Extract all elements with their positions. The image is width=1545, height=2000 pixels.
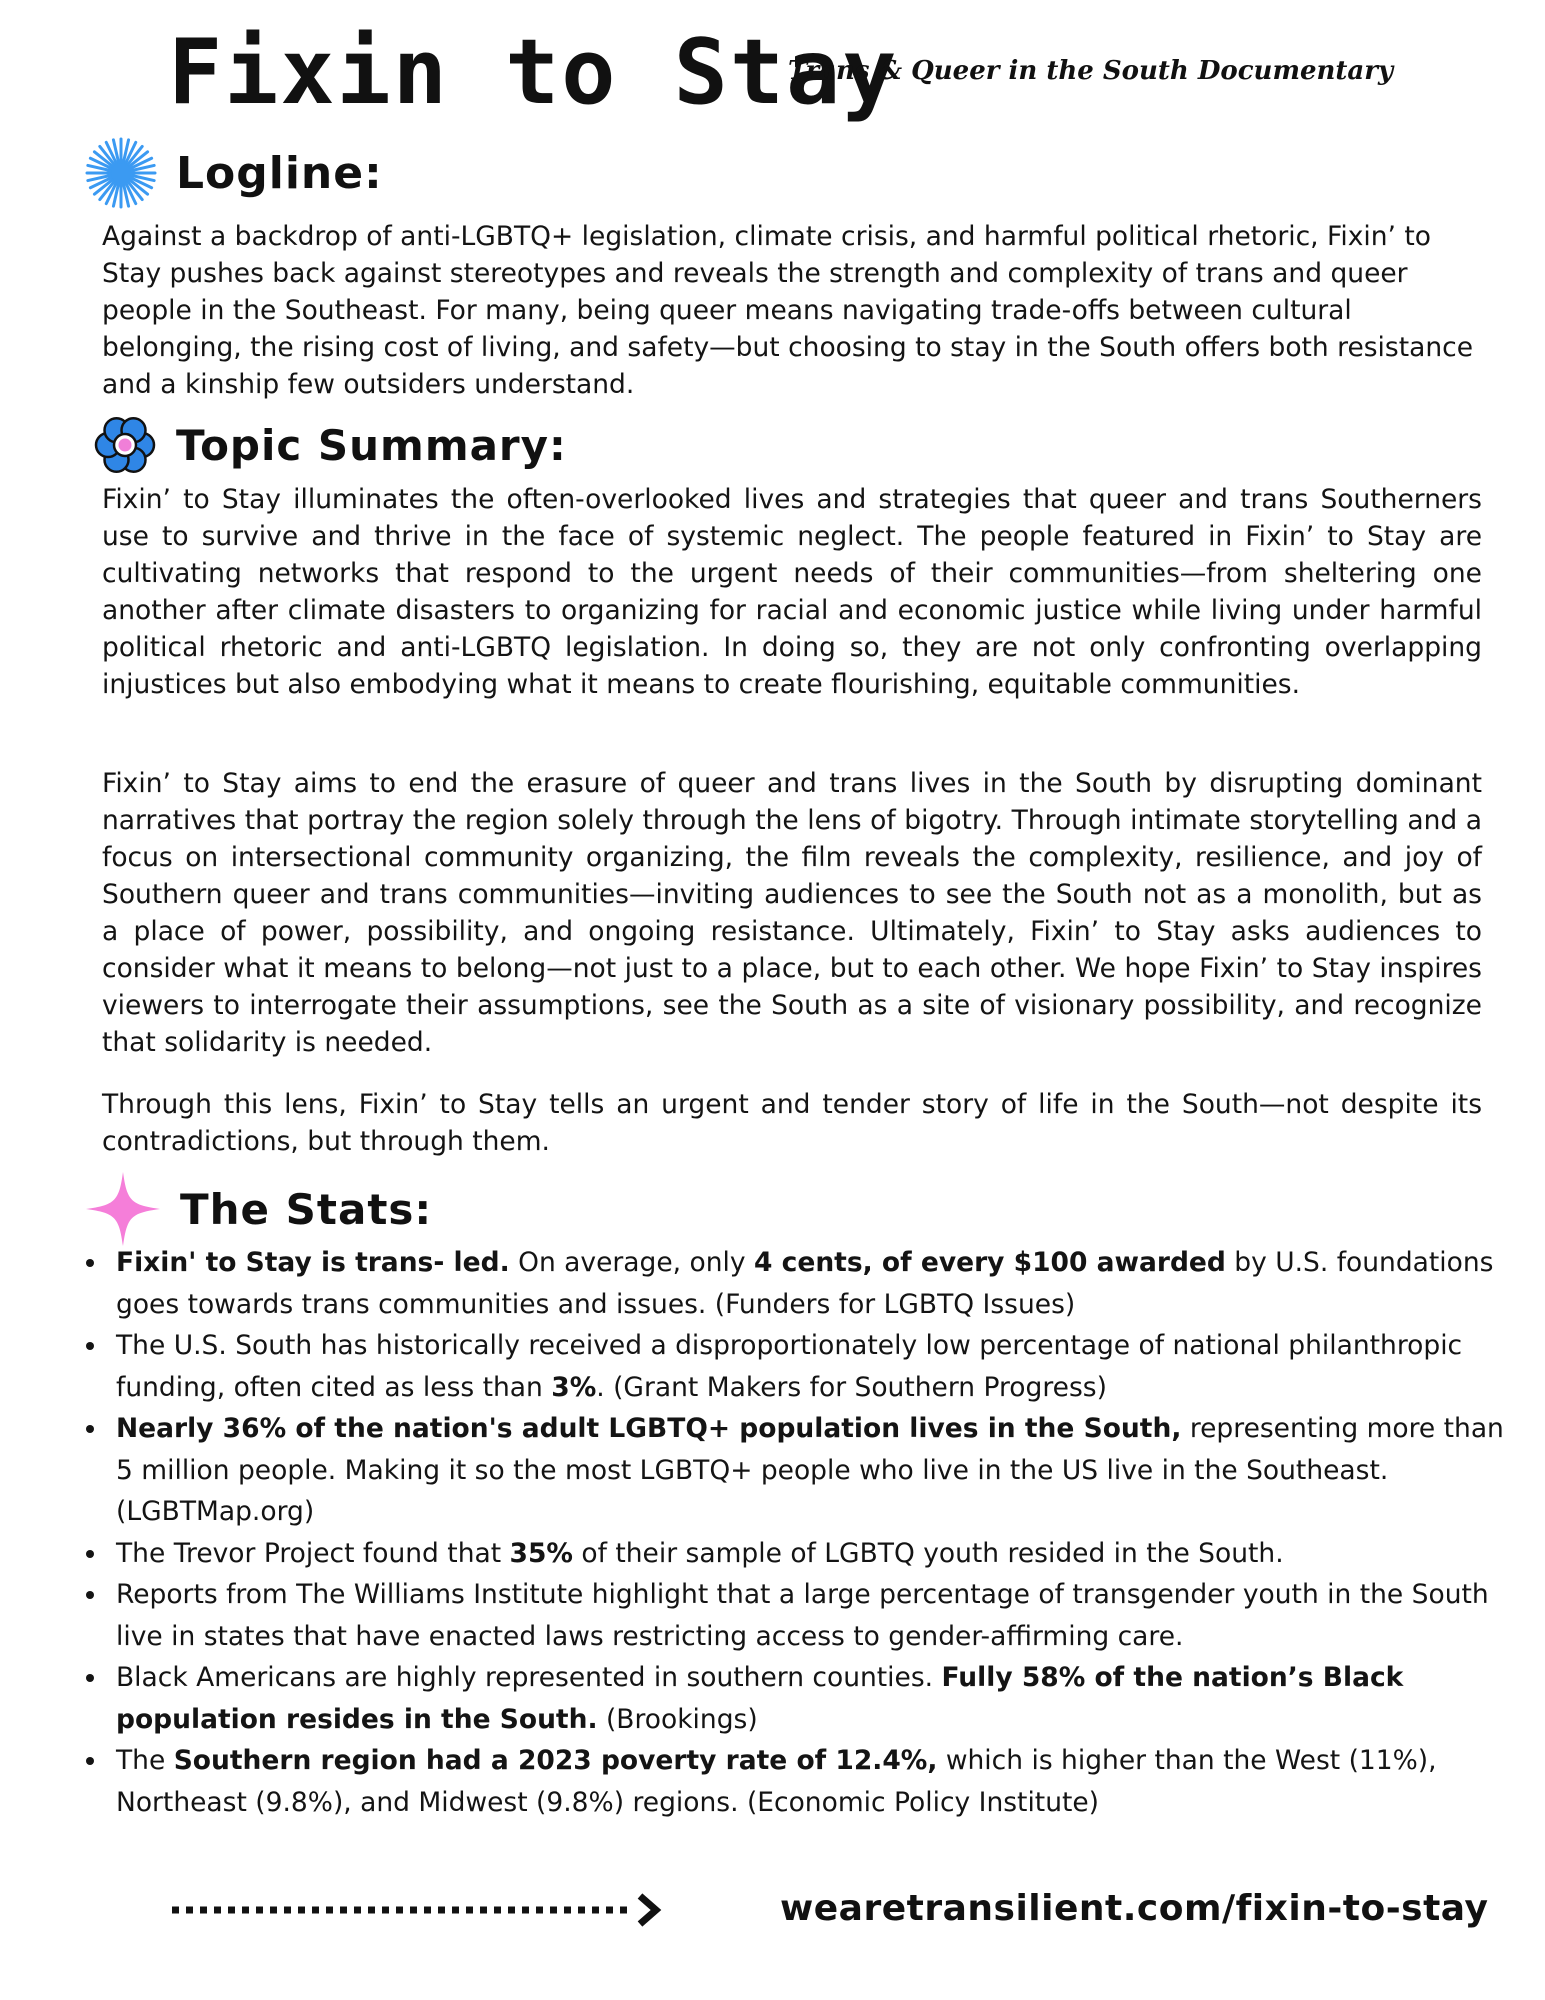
stat-item: The Trevor Project found that 35% of their sample of LGBTQ youth resided in the South. — [84, 1533, 1504, 1575]
document-title: Fixin to Stay — [168, 20, 899, 125]
stat-item: Reports from The Williams Institute highlight that a large percentage of transgender youth in the South live in states that have enacted laws restricting access to gender-affirming care. — [84, 1574, 1504, 1657]
stat-item: Fixin' to Stay is trans- led. On average, only 4 cents, of every $100 awarded by U.S. foundations goes towards trans communities and issues. (Funders for LGBTQ Issues) — [84, 1242, 1504, 1325]
logline-text: Against a backdrop of anti-LGBTQ+ legislation, climate crisis, and harmful political rhetoric, Fixin’ to Stay pushes back against stereotypes and reveals the strength and complexity of trans and queer people in the Southeast. For many, being queer means navigating trade-offs between cultural belonging, the rising cost of living, and safety—but choosing to stay in the South offers both resistance and a kinship few outsiders understand. — [102, 221, 1474, 400]
document-tagline: Trans & Queer in the South Documentary — [788, 56, 1394, 86]
footer — [0, 1880, 1545, 1950]
stat-item: The U.S. South has historically received a disproportionately low percentage of national philanthropic funding, often cited as less than 3%. (Grant Makers for Southern Progress) — [84, 1325, 1504, 1408]
stats-list — [84, 1242, 1504, 1823]
stat-item: The Southern region had a 2023 poverty rate of 12.4%, which is higher than the West (11%), Northeast (9.8%), and Midwest (9.8%) regions. (Economic Policy Institute) — [84, 1740, 1504, 1823]
topic-summary-heading-row — [92, 412, 567, 478]
pink-sparkle-icon — [84, 1170, 162, 1248]
topic-summary-heading: Topic Summary: — [176, 420, 567, 470]
topic-summary-paragraph-3: Through this lens, Fixin’ to Stay tells an urgent and tender story of life in the South—not despite its contradictions, but through them. — [102, 1089, 1482, 1157]
document-header — [0, 18, 1545, 128]
dotted-arrow-icon — [168, 1890, 668, 1930]
stats-heading-row — [84, 1170, 432, 1248]
footer-url-link[interactable]: wearetransilient.com/fixin-to-stay — [780, 1888, 1489, 1929]
topic-summary-paragraph-2: Fixin’ to Stay aims to end the erasure of queer and trans lives in the South by disrupting dominant narratives that portray the region solely through the lens of bigotry. Through intimate storytelling and a focus on intersectional community organizing, the film reveals the complexity, resilience, and joy of Southern queer and trans communities—inviting audiences to see the South not as a monolith, but as a place of power, possibility, and ongoing resistance. Ultimately, Fixin’ to Stay asks audiences to consider what it means to belong—not just to a place, but to each other. We hope Fixin’ to Stay inspires viewers to interrogate their assumptions, see the South as a site of visionary possibility, and recognize that solidarity is needed. — [102, 768, 1482, 1058]
stat-item: Black Americans are highly represented in southern counties. Fully 58% of the nation’s Black population resides in the South. (Brookings) — [84, 1657, 1504, 1740]
blue-burst-icon — [84, 136, 158, 210]
logline-heading-row — [84, 136, 383, 210]
topic-summary-paragraph-1: Fixin’ to Stay illuminates the often-overlooked lives and strategies that queer and trans Southerners use to survive and thrive in the face of systemic neglect. The people featured in Fixin’ to Stay are cultivating networks that respond to the urgent needs of their communities—from sheltering one another after climate disasters to organizing for racial and economic justice while living under harmful political rhetoric and anti-LGBTQ legislation. In doing so, they are not only confronting overlapping injustices but also embodying what it means to create flourishing, equitable communities. — [102, 484, 1482, 700]
stat-item: Nearly 36% of the nation's adult LGBTQ+ population lives in the South, representing more than 5 million people. Making it so the most LGBTQ+ people who live in the US live in the Southeast. (LGBTMap.org) — [84, 1408, 1504, 1533]
flower-icon — [92, 412, 158, 478]
stats-heading: The Stats: — [180, 1184, 433, 1234]
logline-heading: Logline: — [176, 147, 383, 199]
